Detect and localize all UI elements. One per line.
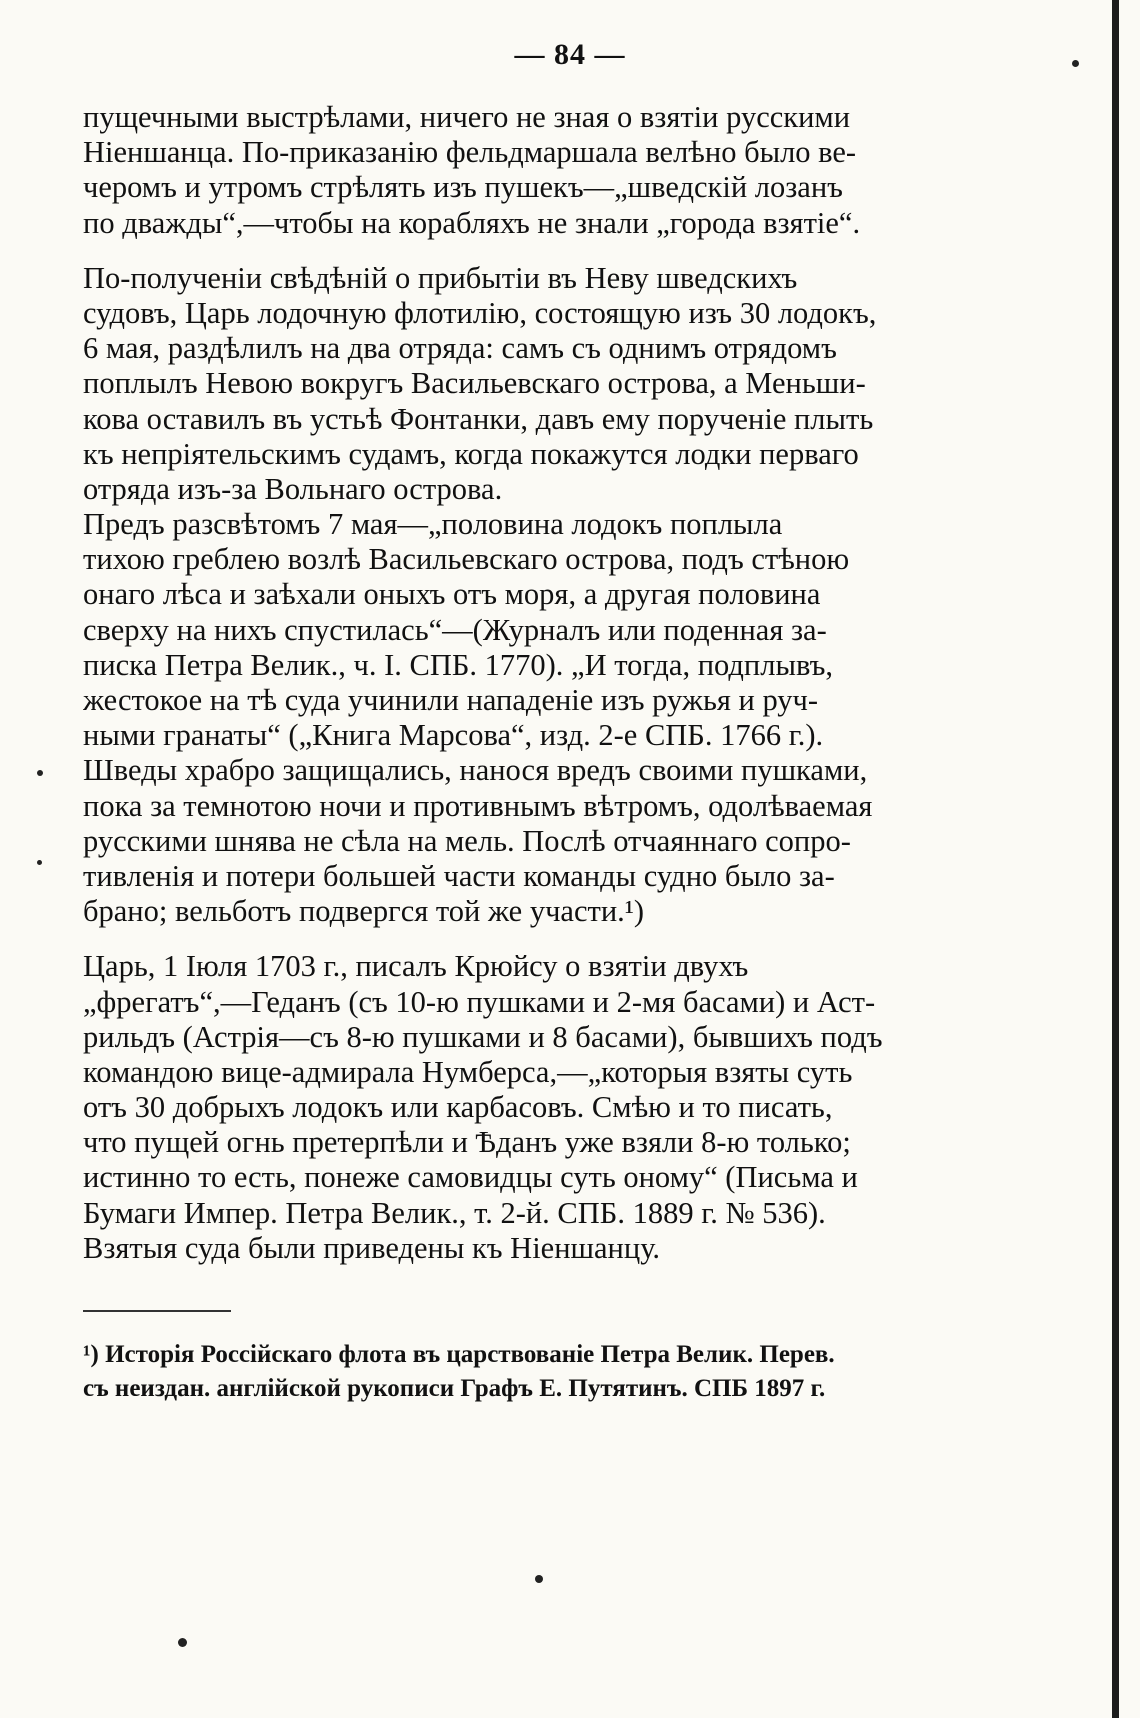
text-line: отряда изъ-за Вольнаго острова. <box>83 471 503 506</box>
text-line: истинно то есть, понеже самовидцы суть оному“ (Письма и <box>83 1160 858 1195</box>
text-line: ными гранаты“ („Книга Марсова“, изд. 2-е СПБ. 1766 г.). <box>83 718 824 753</box>
text-line: пущечными выстрѣлами, ничего не зная о взятіи русскими <box>83 100 851 134</box>
text-line: кова оставилъ въ устьѣ Фонтанки, давъ ему порученіе плыть <box>83 401 874 436</box>
ink-speck <box>178 1638 187 1647</box>
text-line: по дважды“,—чтобы на корабляхъ не знали „города взятіе“. <box>83 205 861 240</box>
text-line: Предъ разсвѣтомъ 7 мая—„половина лодокъ поплыла <box>83 507 783 542</box>
text-line: Царь, 1 Іюля 1703 г., писалъ Крюйсу о взятіи двухъ <box>83 949 749 984</box>
text-line: командою вице-адмирала Нумберса,—„которыя взяты суть <box>83 1054 853 1089</box>
text-line: поплылъ Невою вокругъ Васильевскаго острова, а Меньши- <box>83 366 866 401</box>
ink-speck <box>37 770 43 776</box>
footnote-line: съ неиздан. англійской рукописи Графъ Е. Путятинъ. СПБ 1897 г. <box>83 1375 826 1402</box>
text-line: По-полученіи свѣдѣній о прибытіи въ Неву шведскихъ <box>83 260 798 295</box>
text-line: 6 мая, раздѣлилъ на два отряда: самъ съ однимъ отрядомъ <box>83 331 837 366</box>
paragraph-gap <box>83 929 1023 949</box>
text-line: Бумаги Импер. Петра Велик., т. 2-й. СПБ. 1889 г. № 536). <box>83 1195 826 1230</box>
page-number: — 84 — <box>514 38 626 71</box>
text-line: тивленія и потери большей части команды судно было за- <box>83 858 835 893</box>
text-line: онаго лѣса и заѣхали оныхъ отъ моря, а другая половина <box>83 577 821 612</box>
text-line: черомъ и утромъ стрѣлять изъ пушекъ—„шведскій лозанъ <box>83 170 843 205</box>
text-line: Ніеншанца. По-приказанію фельдмаршала велѣно было ве- <box>83 135 857 170</box>
ink-speck <box>535 1575 543 1583</box>
text-line: „фрегатъ“,—Геданъ (съ 10-ю пушками и 2-мя басами) и Аст- <box>83 984 876 1019</box>
paragraph <box>83 949 1023 1266</box>
ink-speck <box>1072 60 1079 67</box>
footnote-line: ¹) Исторія Россійскаго флота въ царствованіе Петра Велик. Перев. <box>83 1341 835 1368</box>
text-line: Шведы храбро защищались, нанося вредъ своими пушками, <box>83 753 868 788</box>
ink-speck <box>37 860 42 865</box>
footnote <box>83 1338 1023 1406</box>
text-line: брано; вельботъ подвергся той же участи.¹) <box>83 894 645 929</box>
paragraph <box>83 261 1023 930</box>
paragraph <box>83 100 1023 241</box>
text-line: тихою греблею возлѣ Васильевскаго острова, подъ стѣною <box>83 542 850 577</box>
body-text <box>83 100 1023 1266</box>
paragraph-gap <box>83 241 1023 261</box>
text-line: русскими шнява не сѣла на мель. Послѣ отчаяннаго сопро- <box>83 823 851 858</box>
text-line: судовъ, Царь лодочную флотилію, состоящую изъ 30 лодокъ, <box>83 295 877 330</box>
text-line: отъ 30 добрыхъ лодокъ или карбасовъ. Смѣю и то писать, <box>83 1090 833 1125</box>
text-line: Взятыя суда были приведены къ Ніеншанцу. <box>83 1230 661 1265</box>
text-line: сверху на нихъ спустилась“—(Журналъ или поденная за- <box>83 612 827 647</box>
page-edge-shadow <box>1112 0 1119 1718</box>
text-line: рильдъ (Астрія—съ 8-ю пушками и 8 басами), бывшихъ подъ <box>83 1019 883 1054</box>
text-line: пока за темнотою ночи и противнымъ вѣтромъ, одолѣваемая <box>83 788 873 823</box>
text-line: жестокое на тѣ суда учинили нападеніе изъ ружья и руч- <box>83 683 819 717</box>
text-line: къ непріятельскимъ судамъ, когда покажутся лодки перваго <box>83 436 859 471</box>
footnote-rule <box>83 1310 231 1312</box>
text-line: писка Петра Велик., ч. I. СПБ. 1770). „И тогда, подплывъ, <box>83 647 833 682</box>
text-line: что пущей огнь претерпѣли и Ѣданъ уже взяли 8-ю только; <box>83 1125 851 1160</box>
